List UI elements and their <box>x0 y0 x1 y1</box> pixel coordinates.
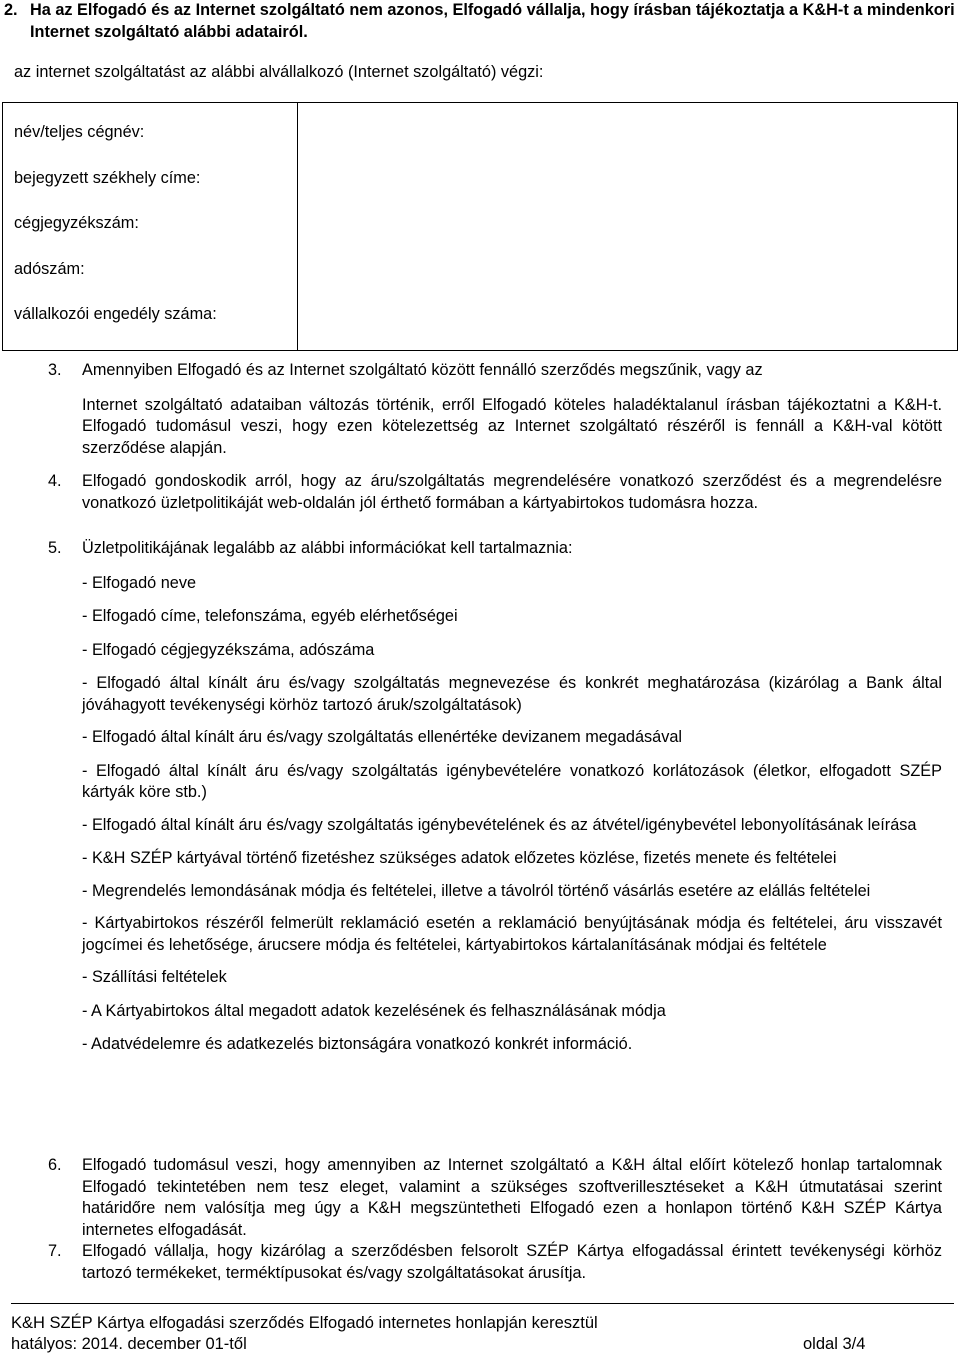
list-item: - Szállítási feltételek <box>82 968 227 986</box>
isp-values-cell[interactable] <box>298 103 958 351</box>
isp-data-table <box>2 102 958 351</box>
list-item: - Elfogadó címe, telefonszáma, egyéb elérhetőségei <box>82 607 458 625</box>
clause-3 <box>0 360 942 459</box>
page-footer <box>11 1313 951 1355</box>
isp-label-registry-number: cégjegyzékszám: <box>14 214 139 232</box>
list-item: - Kártyabirtokos részéről felmerült reklamáció esetén a reklamáció benyújtásának módja és feltételei, áru visszavét jogcímei és lehetősége, árucsere módja és feltételei, kártyabirtokos kártalanításának módjai és feltétele <box>82 914 942 954</box>
clause-5 <box>0 538 942 1056</box>
clause-4-number: 4. <box>48 472 62 490</box>
clause-3-text-1: Amennyiben Elfogadó és az Internet szolgáltató között fennálló szerződés megszűnik, vagy az <box>82 361 763 379</box>
clause-7 <box>0 1241 942 1284</box>
list-item: - Elfogadó cégjegyzékszáma, adószáma <box>82 640 375 659</box>
footer-divider <box>11 1303 954 1304</box>
footer-page-number: oldal 3/4 <box>803 1335 866 1353</box>
clause-6 <box>0 1155 942 1241</box>
isp-label-address: bejegyzett székhely címe: <box>14 168 201 187</box>
clause-6-text: Elfogadó tudomásul veszi, hogy amennyiben az Internet szolgáltató a K&H által előírt kötelező honlap tartalomnak Elfogadó tekintetében nem tesz eleget, valamint a szükséges szoftverillesztéseket a K&H útmutatásai szerint határidőre nem valósítja meg úgy a K&H megszüntetheti Elfogadó ezen a honlapon történő K&H SZÉP Kártya internetes elfogadását. <box>82 1156 942 1239</box>
clause-5-text: Üzletpolitikájának legalább az alábbi információkat kell tartalmaznia: <box>82 539 573 557</box>
footer-title: K&H SZÉP Kártya elfogadási szerződés Elfogadó internetes honlapján keresztül <box>11 1314 598 1332</box>
list-item: - Elfogadó által kínált áru és/vagy szolgáltatás igénybevételére vonatkozó korlátozások (életkor, elfogadott SZÉP kártyák köre stb.) <box>82 761 942 801</box>
isp-intro-text: az internet szolgáltatást az alábbi alvállalkozó (Internet szolgáltató) végzi: <box>14 63 544 81</box>
clause-7-number: 7. <box>48 1242 62 1260</box>
list-item: - Adatvédelemre és adatkezelés biztonságára vonatkozó konkrét információ. <box>82 1035 633 1053</box>
list-item: - Elfogadó által kínált áru és/vagy szolgáltatás ellenértéke devizanem megadásával <box>82 728 683 746</box>
list-item: - Megrendelés lemondásának módja és feltételei, illetve a távolról történő vásárlás esetére az elállás feltételei <box>82 881 871 900</box>
clause-7-text: Elfogadó vállalja, hogy kizárólag a szerződésben felsorolt SZÉP Kártya elfogadással érintett tevékenységi körhöz tartozó termékeket, terméktípusokat és/vagy szolgáltatásokat árusítja. <box>82 1242 942 1282</box>
section-2-heading <box>4 0 956 43</box>
clause-4 <box>0 471 942 514</box>
list-item: - Elfogadó által kínált áru és/vagy szolgáltatás igénybevételének és az átvétel/igénybevétel lebonyolításának leírása <box>82 815 917 834</box>
clause-6-number: 6. <box>48 1156 62 1174</box>
list-item: - A Kártyabirtokos által megadott adatok kezelésének és felhasználásának módja <box>82 1001 666 1020</box>
clause-3-number: 3. <box>48 361 62 379</box>
section-2-text: Ha az Elfogadó és az Internet szolgáltató nem azonos, Elfogadó vállalja, hogy írásban tájékoztatja a K&H-t a mindenkori Internet szolgáltató alábbi adatairól. <box>30 1 955 41</box>
clause-3-text-2: Internet szolgáltató adataiban változás történik, erről Elfogadó köteles haladéktalanul írásban tájékoztatni a K&H-t. Elfogadó tudomásul veszi, hogy ezen kötelezettség az Internet szolgáltató részéről is fennáll a K&H-val kötött szerződése alapján. <box>82 395 942 457</box>
isp-labels-cell <box>3 103 298 351</box>
isp-label-license-number: vállalkozói engedély száma: <box>14 305 217 323</box>
clause-5-number: 5. <box>48 539 62 557</box>
isp-label-tax-number: adószám: <box>14 259 85 278</box>
isp-label-name: név/teljes cégnév: <box>14 123 145 141</box>
policy-requirements-list <box>82 573 942 1056</box>
clause-4-text: Elfogadó gondoskodik arról, hogy az áru/szolgáltatás megrendelésére vonatkozó szerződést és a megrendelésre vonatkozó üzletpolitikáját web-oldalán jól érthető formában a kártyabirtokos tudomásra hozza. <box>82 472 942 512</box>
list-item: - Elfogadó neve <box>82 573 197 592</box>
footer-effective-date: hatályos: 2014. december 01-től <box>11 1335 247 1353</box>
list-item: - K&H SZÉP kártyával történő fizetéshez szükséges adatok előzetes közlése, fizetés menete és feltételei <box>82 849 837 867</box>
list-item: - Elfogadó által kínált áru és/vagy szolgáltatás megnevezése és konkrét meghatározása (kizárólag a Bank által jóváhagyott tevékenységi körhöz tartozó áruk/szolgáltatások) <box>82 674 942 714</box>
section-2-number: 2. <box>4 1 18 19</box>
